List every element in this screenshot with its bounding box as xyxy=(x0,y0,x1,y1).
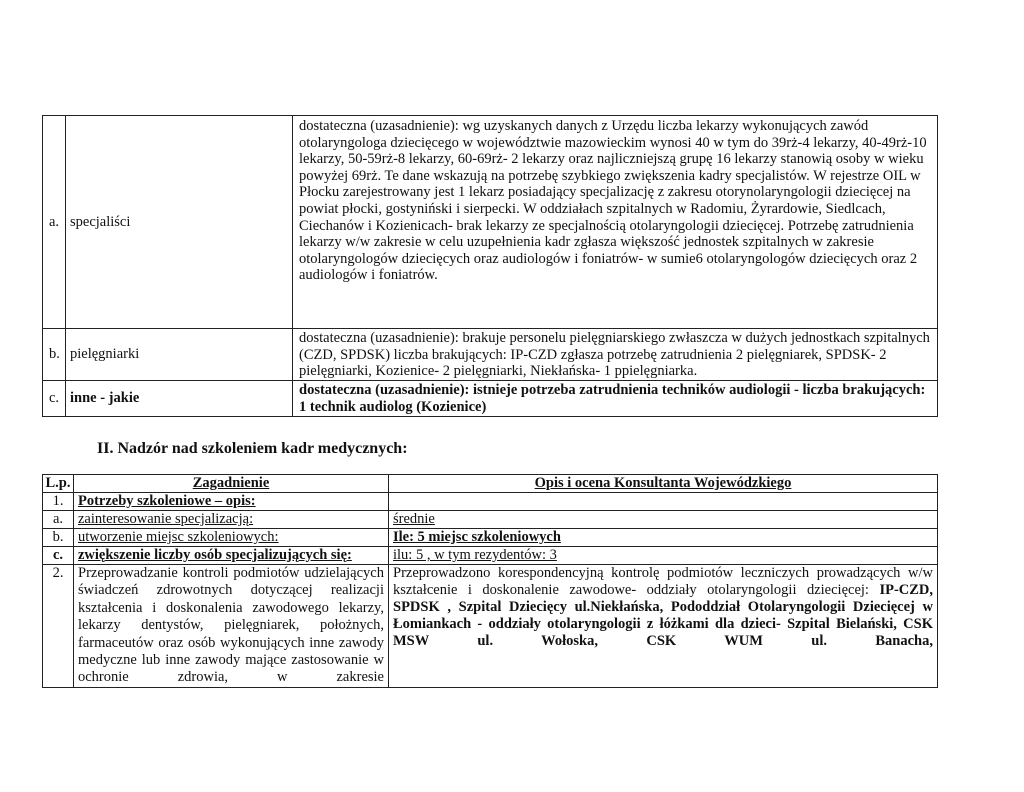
training-supervision-table xyxy=(42,474,938,688)
row-opis xyxy=(389,565,938,688)
row-opis-bold: IP-CZD, SPDSK , Szpital Dziecięcy ul.Niekłańska, Pododdział Otolaryngologii Dziecięcej w Łomiankach - oddziały otolaryngologii z łóżkami dla dzieci- Szpital Bielański, CSK MSW ul. Wołoska, CSK WUM ul. Banacha, xyxy=(393,582,934,649)
row-zagadnienie: zwiększenie liczby osób specjalizujących się: xyxy=(74,547,389,565)
table-row xyxy=(43,547,938,565)
row-label: pielęgniarki xyxy=(66,329,293,381)
header-lp: L.p. xyxy=(43,475,74,493)
table-header-row xyxy=(43,475,938,493)
row-zagadnienie: utworzenie miejsc szkoleniowych: xyxy=(74,529,389,547)
row-zagadnienie: Przeprowadzanie kontroli podmiotów udzielających świadczeń zdrowotnych dotyczącej realizacji kształcenia i doskonalenia zawodowego lekarzy, lekarzy dentystów, pielęgniarek, położnych, farmaceutów oraz osób wykonujących inne zawody medyczne lub inne zawody mające zastosowanie w ochronie zdrowia, w zakresie xyxy=(74,565,389,688)
row-lp: a. xyxy=(43,116,66,329)
row-lp: 2. xyxy=(43,565,74,688)
staffing-needs-table xyxy=(42,115,938,417)
row-label: inne - jakie xyxy=(66,381,293,417)
row-text: dostateczna (uzasadnienie): istnieje potrzeba zatrudnienia techników audiologii - liczba brakujących: 1 technik audiolog (Kozienice) xyxy=(293,381,938,417)
row-opis-intro: Przeprowadzono korespondencyjną kontrolę podmiotów leczniczych prowadzących w/w kształcenie i doskonalenie zawodowe- oddziały otolaryngologii dziecięcej: xyxy=(393,565,933,598)
table-row xyxy=(43,493,938,511)
table-row xyxy=(43,565,938,688)
row-lp: 1. xyxy=(43,493,74,511)
table-row xyxy=(43,116,938,329)
header-opis: Opis i ocena Konsultanta Wojewódzkiego xyxy=(389,475,938,493)
row-opis xyxy=(389,547,938,565)
section-heading: II. Nadzór nad szkoleniem kadr medycznych: xyxy=(97,440,408,457)
table-row xyxy=(43,529,938,547)
row-lp: b. xyxy=(43,529,74,547)
row-opis: Ile: 5 miejsc szkoleniowych xyxy=(389,529,938,547)
row-opis: średnie xyxy=(389,511,938,529)
row-lp: c. xyxy=(43,547,74,565)
row-lp: a. xyxy=(43,511,74,529)
table-row xyxy=(43,381,938,417)
row-opis xyxy=(389,493,938,511)
table-row xyxy=(43,329,938,381)
table-row xyxy=(43,511,938,529)
row-zagadnienie: zainteresowanie specjalizacją: xyxy=(74,511,389,529)
row-lp: b. xyxy=(43,329,66,381)
row-text: dostateczna (uzasadnienie): wg uzyskanych danych z Urzędu liczba lekarzy wykonujących zawód otolaryngologa dziecięcego w województwie mazowieckim wynosi 40 w tym do 39rż-4 lekarzy, 40-49rż-10 lekarzy, 50-59rż-8 lekarzy, 60-69rż- 2 lekarzy oraz najliczniejszą grupę 16 lekarzy stanowią osoby w wieku powyżej 69rż. Te dane wskazują na potrzebę szybkiego zwiększenia kadry specjalistów. W rejestrze OIL w Płocku zarejestrowany jest 1 lekarz posiadający specjalizację z zakresu otorynolaryngologii dziecięcej na powiat płocki, gostyniński i sierpecki. W oddziałach szpitalnych w Radomiu, Żyrardowie, Siedlcach, Ciechanów i Kozienicach- brak lekarzy ze specjalnością otolaryngologii dziecięcej. Potrzebę zatrudnienia lekarzy w/w zakresie w celu uzupełnienia kadr zgłasza większość jednostek szpitalnych w zakresie otolaryngologów dziecięcych oraz audiologów i foniatrów- w sumie6 otolaryngologów dziecięcych oraz 2 audiologów i foniatrów. xyxy=(293,116,938,329)
row-lp: c. xyxy=(43,381,66,417)
row-opis-text: ilu: 5 , w tym rezydentów: 3 xyxy=(393,547,557,563)
header-zagadnienie: Zagadnienie xyxy=(74,475,389,493)
row-label: specjaliści xyxy=(66,116,293,329)
row-zagadnienie: Potrzeby szkoleniowe – opis: xyxy=(74,493,389,511)
row-text: dostateczna (uzasadnienie): brakuje personelu pielęgniarskiego zwłaszcza w dużych jednostkach szpitalnych (CZD, SPDSK) liczba brakujących: IP-CZD zgłasza potrzebę zatrudnienia 2 pielęgniarek, SPDSK- 2 pielęgniarki, Kozienice- 2 pielęgniarki, Niekłańska- 1 ppielęgniarka. xyxy=(293,329,938,381)
